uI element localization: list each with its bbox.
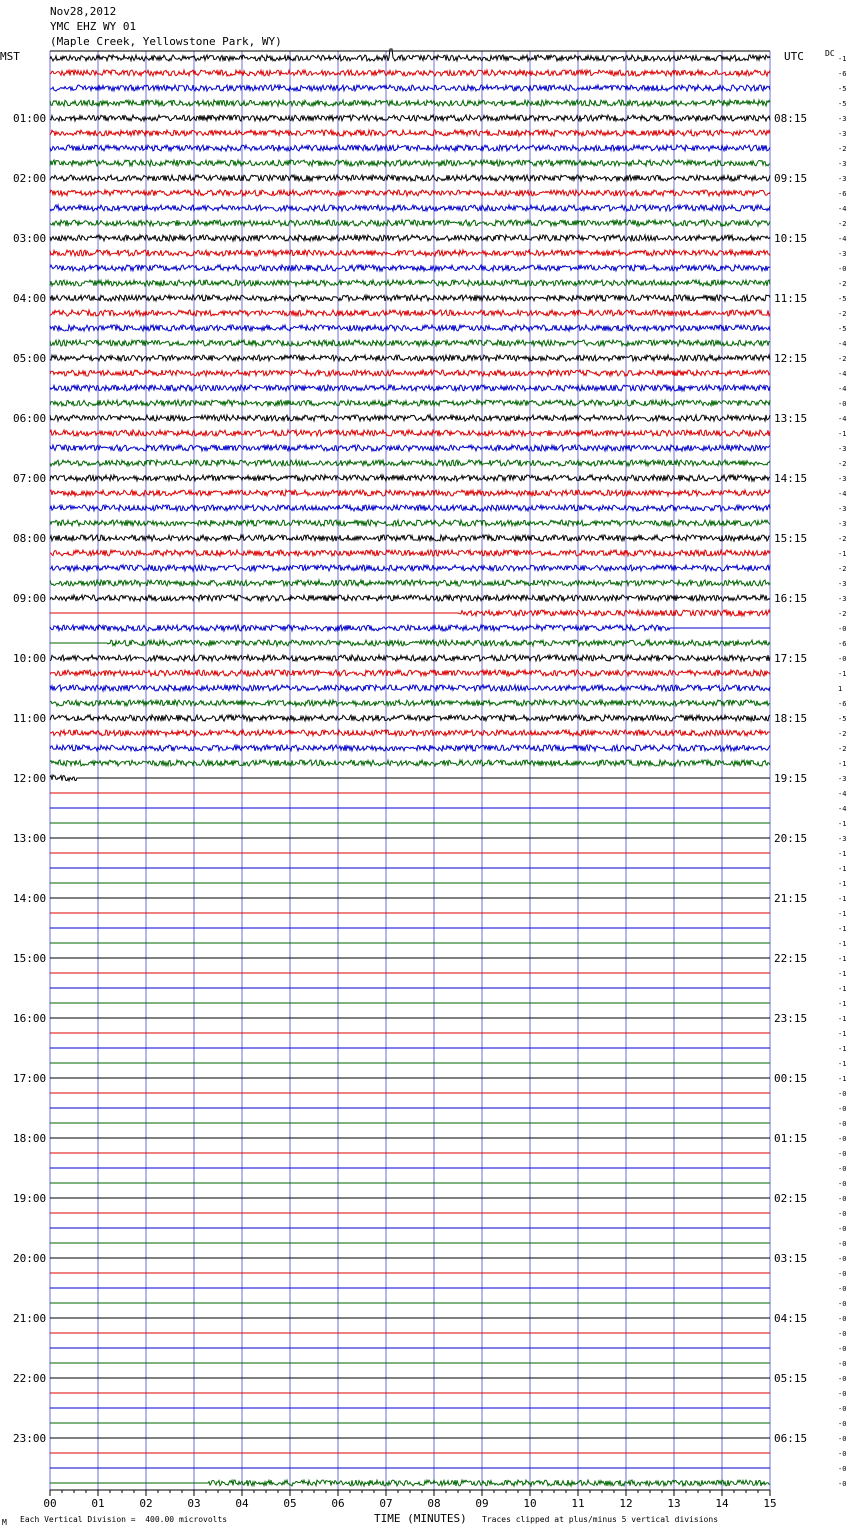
dc-offset-label: -0	[838, 1225, 847, 1233]
x-tick-label: 06	[331, 1497, 345, 1510]
dc-offset-label: -3	[838, 175, 847, 183]
utc-hour-label: 17:15	[774, 652, 808, 665]
trace-line	[50, 385, 770, 391]
trace-line	[50, 70, 770, 76]
dc-offset-label: -6	[838, 70, 847, 78]
dc-offset-label: -4	[838, 385, 847, 393]
dc-offset-label: -2	[838, 460, 847, 468]
dc-offset-label: -5	[838, 100, 847, 108]
trace-line	[50, 400, 770, 406]
dc-offset-label: -3	[838, 130, 847, 138]
dc-offset-label: -3	[838, 250, 847, 258]
dc-offset-label: -0	[838, 1345, 847, 1353]
trace-line	[50, 295, 770, 301]
dc-offset-label: -0	[838, 1270, 847, 1278]
mst-hour-label: 01:00	[13, 112, 47, 125]
dc-offset-label: -1	[838, 1060, 847, 1068]
dc-offset-label: -0	[838, 1420, 847, 1428]
mst-hour-label: 13:00	[13, 832, 47, 845]
dc-offset-label: -2	[838, 310, 847, 318]
mst-hour-label: 21:00	[13, 1312, 47, 1325]
mst-hour-label: 08:00	[13, 532, 47, 545]
utc-hour-label: 05:15	[774, 1372, 808, 1385]
x-tick-label: 07	[379, 1497, 393, 1510]
mst-hour-label: 09:00	[13, 592, 47, 605]
trace-line	[50, 145, 770, 151]
dc-offset-label: -0	[838, 1435, 847, 1443]
utc-hour-label: 04:15	[774, 1312, 808, 1325]
mst-hour-label: 19:00	[13, 1192, 47, 1205]
x-tick-label: 03	[187, 1497, 201, 1510]
mst-hour-label: 14:00	[13, 892, 47, 905]
dc-offset-label: -4	[838, 340, 847, 348]
dc-offset-label: -2	[838, 280, 847, 288]
trace-line	[50, 535, 770, 541]
dc-offset-label: -5	[838, 325, 847, 333]
clip-note: Traces clipped at plus/minus 5 vertical divisions	[482, 1515, 719, 1524]
dc-offset-label: -2	[838, 220, 847, 228]
mst-hour-label: 03:00	[13, 232, 47, 245]
utc-hour-label: 23:15	[774, 1012, 808, 1025]
dc-offset-label: -0	[838, 1375, 847, 1383]
trace-line	[50, 370, 770, 376]
dc-offset-label: -1	[838, 550, 847, 558]
utc-hour-label: 02:15	[774, 1192, 808, 1205]
utc-hour-label: 20:15	[774, 832, 808, 845]
utc-hour-label: 03:15	[774, 1252, 808, 1265]
mst-hour-label: 15:00	[13, 952, 47, 965]
trace-line	[50, 745, 770, 751]
dc-offset-label: -1	[838, 760, 847, 768]
dc-offset-label: -4	[838, 235, 847, 243]
utc-label: UTC	[784, 50, 804, 63]
trace-line	[50, 775, 770, 781]
mst-hour-label: 12:00	[13, 772, 47, 785]
trace-line	[50, 460, 770, 466]
trace-line	[50, 595, 770, 601]
dc-offset-label: -5	[838, 715, 847, 723]
trace-line	[50, 175, 770, 181]
dc-offset-label: -0	[838, 1090, 847, 1098]
dc-offset-label: -3	[838, 520, 847, 528]
dc-offset-label: -1	[838, 1000, 847, 1008]
trace-line	[50, 550, 770, 556]
utc-hour-label: 10:15	[774, 232, 808, 245]
mst-hour-label: 02:00	[13, 172, 47, 185]
dc-offset-label: -0	[838, 400, 847, 408]
x-tick-label: 00	[43, 1497, 57, 1510]
trace-line	[50, 115, 770, 121]
dc-offset-label: -1	[838, 970, 847, 978]
trace-line	[50, 340, 770, 346]
dc-offset-label: 1	[838, 685, 843, 693]
dc-offset-label: -4	[838, 415, 847, 423]
dc-offset-label: -1	[838, 55, 847, 63]
chart-location: (Maple Creek, Yellowstone Park, WY)	[50, 35, 282, 48]
trace-line	[50, 205, 770, 211]
dc-offset-label: -0	[838, 1330, 847, 1338]
dc-offset-label: -0	[838, 1180, 847, 1188]
mst-hour-label: 23:00	[13, 1432, 47, 1445]
dc-offset-label: -0	[838, 1195, 847, 1203]
dc-offset-label: -3	[838, 160, 847, 168]
dc-offset-label: -4	[838, 490, 847, 498]
utc-hour-label: 09:15	[774, 172, 808, 185]
trace-line	[50, 130, 770, 136]
dc-offset-label: -3	[838, 475, 847, 483]
dc-offset-label: -1	[838, 850, 847, 858]
x-axis-title: TIME (MINUTES)	[374, 1512, 467, 1525]
dc-offset-label: -0	[838, 1135, 847, 1143]
trace-line	[50, 430, 770, 436]
dc-offset-label: -1	[838, 940, 847, 948]
utc-hour-label: 00:15	[774, 1072, 808, 1085]
dc-offset-label: -2	[838, 610, 847, 618]
x-tick-label: 11	[571, 1497, 585, 1510]
trace-line	[50, 700, 770, 706]
trace-line	[50, 580, 770, 586]
trace-line	[50, 325, 770, 331]
x-tick-label: 09	[475, 1497, 489, 1510]
utc-hour-label: 11:15	[774, 292, 808, 305]
trace-line	[50, 505, 770, 511]
mst-hour-label: 17:00	[13, 1072, 47, 1085]
dc-offset-label: -1	[838, 820, 847, 828]
utc-hour-label: 01:15	[774, 1132, 808, 1145]
dc-offset-label: -2	[838, 745, 847, 753]
trace-line	[50, 190, 770, 196]
dc-offset-label: -0	[838, 265, 847, 273]
trace-line	[50, 760, 770, 766]
dc-offset-label: -0	[838, 1405, 847, 1413]
utc-hour-label: 06:15	[774, 1432, 808, 1445]
mst-hour-label: 20:00	[13, 1252, 47, 1265]
utc-hour-label: 13:15	[774, 412, 808, 425]
dc-offset-label: -1	[838, 1045, 847, 1053]
dc-offset-label: -2	[838, 730, 847, 738]
trace-line	[50, 100, 770, 106]
dc-offset-label: -1	[838, 910, 847, 918]
trace-line	[50, 85, 770, 91]
mst-hour-label: 22:00	[13, 1372, 47, 1385]
dc-offset-label: -0	[838, 1150, 847, 1158]
trace-line	[50, 445, 770, 451]
utc-hour-label: 22:15	[774, 952, 808, 965]
utc-hour-label: 12:15	[774, 352, 808, 365]
dc-offset-label: -2	[838, 535, 847, 543]
dc-offset-label: -1	[838, 955, 847, 963]
trace-line	[50, 475, 770, 481]
trace-line	[50, 655, 770, 661]
trace-line	[50, 610, 770, 616]
dc-offset-label: -0	[838, 655, 847, 663]
chart-station: YMC EHZ WY 01	[50, 20, 137, 33]
dc-offset-label: -5	[838, 295, 847, 303]
trace-line	[50, 415, 770, 421]
x-tick-label: 04	[235, 1497, 249, 1510]
dc-offset-label: -6	[838, 640, 847, 648]
utc-hour-label: 08:15	[774, 112, 808, 125]
utc-hour-label: 16:15	[774, 592, 808, 605]
trace-line	[50, 730, 770, 736]
mst-hour-label: 11:00	[13, 712, 47, 725]
utc-hour-label: 18:15	[774, 712, 808, 725]
utc-hour-label: 15:15	[774, 532, 808, 545]
dc-offset-label: -2	[838, 355, 847, 363]
dc-offset-label: -3	[838, 505, 847, 513]
dc-offset-label: -1	[838, 865, 847, 873]
dc-offset-label: -1	[838, 1015, 847, 1023]
x-tick-label: 12	[619, 1497, 633, 1510]
trace-line	[50, 565, 770, 571]
dc-offset-label: -3	[838, 445, 847, 453]
trace-line	[50, 685, 770, 691]
dc-offset-label: -6	[838, 190, 847, 198]
mst-hour-label: 04:00	[13, 292, 47, 305]
dc-offset-label: -0	[838, 1240, 847, 1248]
dc-offset-label: -3	[838, 835, 847, 843]
trace-line	[50, 310, 770, 316]
dc-offset-label: -0	[838, 625, 847, 633]
dc-offset-label: -0	[838, 1105, 847, 1113]
trace-line	[50, 490, 770, 496]
trace-line	[50, 355, 770, 361]
dc-offset-label: -0	[838, 1360, 847, 1368]
mst-hour-label: 16:00	[13, 1012, 47, 1025]
chart-date: Nov28,2012	[50, 5, 117, 18]
mst-hour-label: 10:00	[13, 652, 47, 665]
dc-offset-label: -0	[838, 1255, 847, 1263]
scale-note: Each Vertical Division = 400.00 microvolts	[20, 1515, 228, 1524]
dc-offset-label: -3	[838, 595, 847, 603]
dc-offset-label: -0	[838, 1300, 847, 1308]
x-tick-label: 10	[523, 1497, 537, 1510]
utc-hour-label: 21:15	[774, 892, 808, 905]
dc-offset-label: -0	[838, 1450, 847, 1458]
trace-line	[50, 235, 770, 241]
dc-offset-label: -0	[838, 1480, 847, 1488]
trace-line	[50, 280, 770, 286]
trace-line	[50, 715, 770, 721]
dc-offset-label: -0	[838, 1285, 847, 1293]
mst-hour-label: 18:00	[13, 1132, 47, 1145]
dc-offset-label: -1	[838, 985, 847, 993]
dc-offset-label: -1	[838, 880, 847, 888]
trace-line	[50, 1480, 770, 1486]
dc-offset-label: -1	[838, 670, 847, 678]
trace-line	[50, 160, 770, 166]
dc-offset-label: -0	[838, 1390, 847, 1398]
x-tick-label: 08	[427, 1497, 441, 1510]
trace-line	[50, 640, 770, 646]
trace-line	[50, 220, 770, 226]
dc-offset-label: -0	[838, 1465, 847, 1473]
dc-offset-label: -0	[838, 1315, 847, 1323]
dc-offset-label: -4	[838, 370, 847, 378]
mst-hour-label: 07:00	[13, 472, 47, 485]
dc-offset-label: -4	[838, 790, 847, 798]
trace-line	[50, 265, 770, 271]
utc-hour-label: 19:15	[774, 772, 808, 785]
dc-offset-label: -3	[838, 115, 847, 123]
x-tick-label: 01	[91, 1497, 105, 1510]
x-tick-label: 02	[139, 1497, 153, 1510]
x-tick-label: 05	[283, 1497, 297, 1510]
dc-offset-label: -1	[838, 1075, 847, 1083]
dc-offset-label: -1	[838, 895, 847, 903]
dc-offset-label: -0	[838, 1210, 847, 1218]
mst-hour-label: 06:00	[13, 412, 47, 425]
mst-label: MST	[0, 50, 20, 63]
dc-offset-label: -2	[838, 565, 847, 573]
mst-hour-label: 05:00	[13, 352, 47, 365]
dc-offset-label: -0	[838, 1165, 847, 1173]
dc-offset-label: -3	[838, 775, 847, 783]
x-tick-label: 13	[667, 1497, 681, 1510]
dc-offset-label: -6	[838, 700, 847, 708]
dc-offset-label: -3	[838, 580, 847, 588]
dc-offset-label: -1	[838, 925, 847, 933]
x-tick-label: 14	[715, 1497, 729, 1510]
x-tick-label: 15	[763, 1497, 777, 1510]
trace-line	[50, 625, 770, 631]
corner-mark: M	[2, 1518, 7, 1527]
dc-offset-label: -5	[838, 85, 847, 93]
trace-line	[50, 670, 770, 676]
dc-offset-label: -2	[838, 145, 847, 153]
trace-line	[50, 520, 770, 526]
trace-line	[50, 250, 770, 256]
utc-hour-label: 14:15	[774, 472, 808, 485]
dc-label: DC	[825, 49, 835, 58]
dc-offset-label: -1	[838, 1030, 847, 1038]
dc-offset-label: -4	[838, 805, 847, 813]
dc-offset-label: -4	[838, 205, 847, 213]
dc-offset-label: -1	[838, 430, 847, 438]
dc-offset-label: -0	[838, 1120, 847, 1128]
